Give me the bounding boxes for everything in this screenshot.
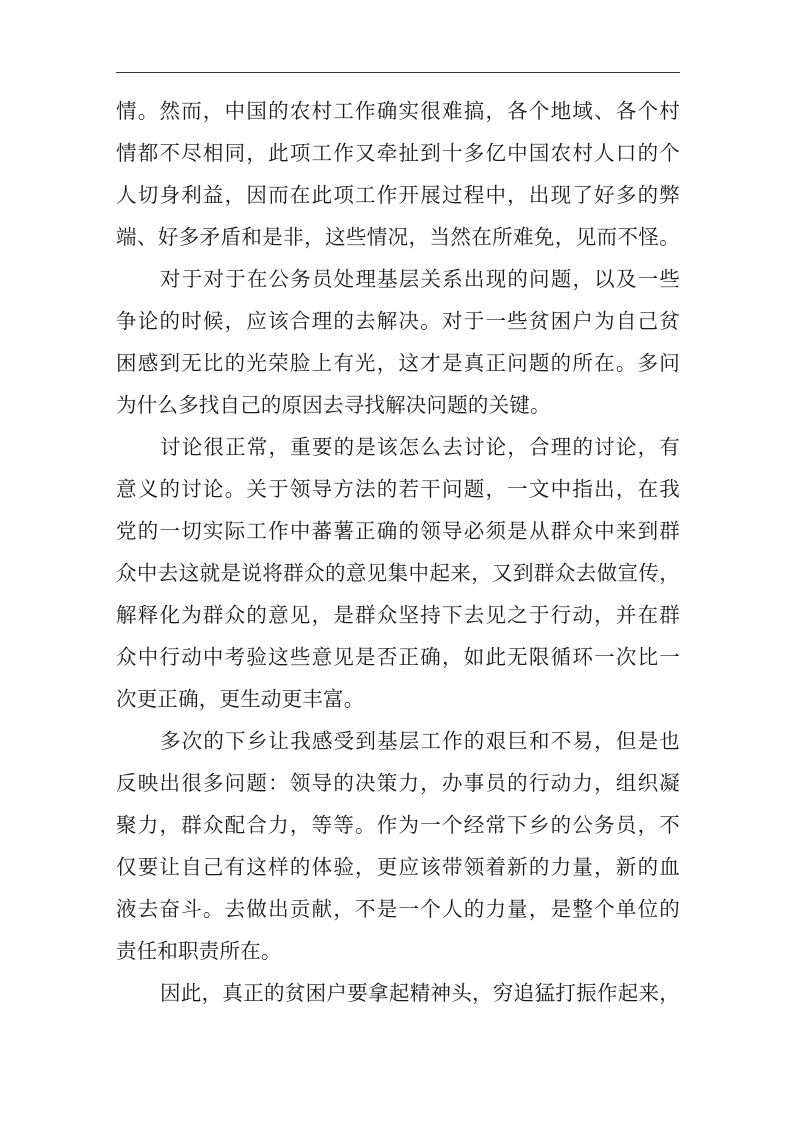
paragraph-4-line-3: 聚力，群众配合力，等等。作为一个经常下乡的公务员，不 — [116, 813, 680, 837]
paragraph-3-line-3: 党的一切实际工作中蕃薯正确的领导必须是从群众中来到群 — [116, 519, 680, 543]
paragraph-4-line-6: 责任和职责所在。 — [116, 939, 282, 963]
paragraph-2-line-3: 困感到无比的光荣脸上有光，这才是真正问题的所在。多问 — [116, 351, 680, 375]
paragraph-1-line-2: 情都不尽相同，此项工作又牵扯到十多亿中国农村人口的个 — [116, 141, 680, 165]
paragraph-4-line-2: 反映出很多问题：领导的决策力，办事员的行动力，组织凝 — [116, 771, 680, 795]
paragraph-1-line-3: 人切身利益，因而在此项工作开展过程中，出现了好多的弊 — [116, 183, 680, 207]
paragraph-3-line-7: 次更正确，更生动更丰富。 — [116, 687, 365, 711]
header-rule — [116, 72, 680, 73]
paragraph-3-line-5: 解释化为群众的意见，是群众坚持下去见之于行动，并在群 — [116, 603, 680, 627]
paragraph-2-line-4: 为什么多找自己的原因去寻找解决问题的关键。 — [116, 393, 551, 417]
paragraph-4-line-5: 液去奋斗。去做出贡献，不是一个人的力量，是整个单位的 — [116, 897, 680, 921]
paragraph-1-line-1: 情。然而，中国的农村工作确实很难搞，各个地域、各个村 — [116, 99, 680, 123]
paragraph-4-line-1: 多次的下乡让我感受到基层工作的艰巨和不易，但是也 — [160, 729, 680, 753]
paragraph-4-line-4: 仅要让自己有这样的体验，更应该带领着新的力量，新的血 — [116, 855, 680, 879]
paragraph-3-line-1: 讨论很正常，重要的是该怎么去讨论，合理的讨论，有 — [160, 435, 680, 459]
paragraph-5-line-1: 因此，真正的贫困户要拿起精神头，穷追猛打振作起来， — [160, 981, 680, 1005]
paragraph-3-line-2: 意义的讨论。关于领导方法的若干问题，一文中指出，在我 — [116, 477, 680, 501]
paragraph-2-line-1: 对于对于在公务员处理基层关系出现的问题，以及一些 — [160, 267, 680, 291]
paragraph-3-line-4: 众中去这就是说将群众的意见集中起来，又到群众去做宣传， — [116, 561, 680, 585]
paragraph-1-line-4: 端、好多矛盾和是非，这些情况，当然在所难免，见而不怪。 — [116, 225, 680, 249]
paragraph-2-line-2: 争论的时候，应该合理的去解决。对于一些贫困户为自己贫 — [116, 309, 680, 333]
paragraph-3-line-6: 众中行动中考验这些意见是否正确，如此无限循环一次比一 — [116, 645, 680, 669]
